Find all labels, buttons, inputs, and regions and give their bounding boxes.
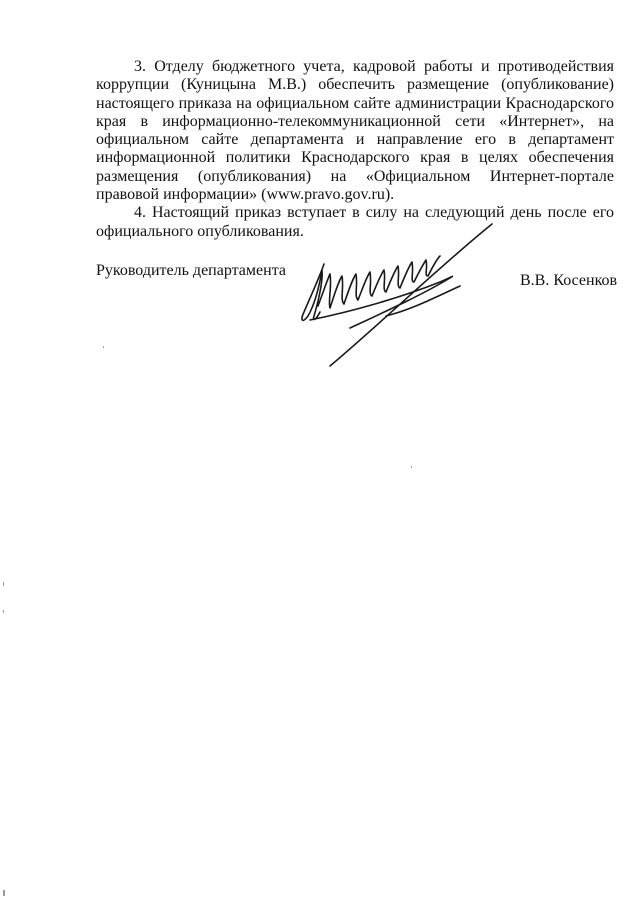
- scan-speck: [411, 466, 412, 468]
- signatory-title: Руководитель департамента: [96, 262, 286, 279]
- document-body: [96, 58, 614, 241]
- paragraph-3: 3. Отделу бюджетного учета, кадровой работы и противодействия коррупции (Куницына М.В.) обеспечить размещение (опубликование) настоящего приказа на официальном сайте администрации Краснодарского края в информационно-телекоммуникационной сети «Интернет», на официальном сайте департамента и направление его в департамент информационной политики Краснодарского края в целях обеспечения размещения (опубликования) на «Официальном Интернет-портале правовой информации» (www.pravo.gov.ru).: [96, 58, 614, 204]
- scan-speck: [3, 582, 4, 586]
- scan-speck: [3, 890, 5, 896]
- scan-speck: [103, 346, 104, 348]
- paragraph-4: 4. Настоящий приказ вступает в силу на следующий день после его официального опубликования.: [96, 204, 614, 240]
- scan-speck: [3, 610, 4, 613]
- handwritten-signature: [290, 216, 502, 376]
- signatory-name: В.В. Косенков: [520, 272, 618, 289]
